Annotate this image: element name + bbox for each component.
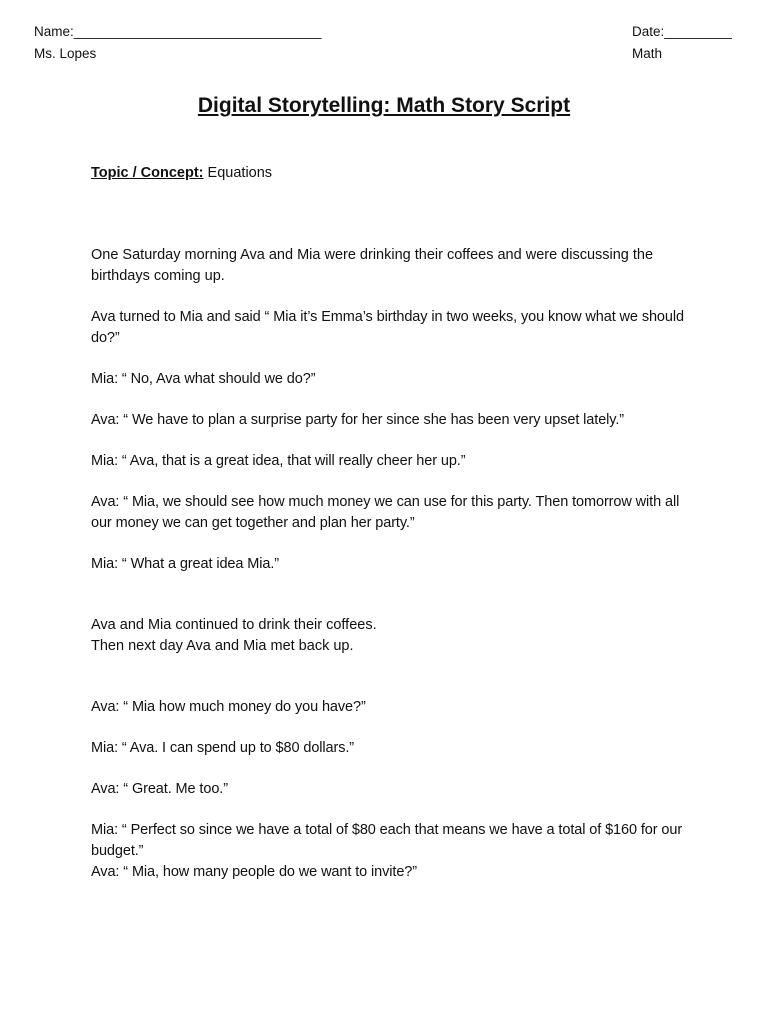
teacher-name: Ms. Lopes <box>34 46 97 61</box>
story-script <box>91 245 691 883</box>
document-title: Digital Storytelling: Math Story Script <box>197 94 571 117</box>
header-right <box>632 21 732 65</box>
story-paragraph-3: Mia: “ No, Ava what should we do?” <box>91 371 316 387</box>
story-paragraph-10: Mia: “ Ava. I can spend up to $80 dollars.” <box>91 740 355 756</box>
topic-line <box>91 163 272 183</box>
story-paragraph-11: Ava: “ Great. Me too.” <box>91 781 228 797</box>
story-paragraph-7: Mia: “ What a great idea Mia.” <box>91 556 279 572</box>
date-field-line: Date:_________ <box>632 24 732 39</box>
story-paragraph-5: Mia: “ Ava, that is a great idea, that will really cheer her up.” <box>91 453 466 469</box>
story-paragraph-8b: Then next day Ava and Mia met back up. <box>91 638 354 654</box>
story-paragraph-2: Ava turned to Mia and said “ Mia it’s Emma’s birthday in two weeks, you know what we should do?” <box>91 309 684 346</box>
subject-name: Math <box>632 46 663 61</box>
name-field-line: Name:_________________________________ <box>34 24 322 39</box>
topic-value: Equations <box>207 165 273 181</box>
story-paragraph-8a: Ava and Mia continued to drink their coffees. <box>91 617 377 633</box>
story-paragraph-1: One Saturday morning Ava and Mia were drinking their coffees and were discussing the birthdays coming up. <box>91 247 654 284</box>
header-left <box>34 21 322 65</box>
topic-label: Topic / Concept: <box>91 165 204 181</box>
story-paragraph-4: Ava: “ We have to plan a surprise party for her since she has been very upset lately.” <box>91 412 625 428</box>
story-paragraph-9: Ava: “ Mia how much money do you have?” <box>91 699 366 715</box>
story-paragraph-12: Mia: “ Perfect so since we have a total of $80 each that means we have a total of $160 for our budget.” <box>91 822 683 859</box>
story-paragraph-6: Ava: “ Mia, we should see how much money we can use for this party. Then tomorrow with all our money we can get together and plan her party.” <box>91 494 680 531</box>
story-paragraph-13: Ava: “ Mia, how many people do we want to invite?” <box>91 864 417 880</box>
